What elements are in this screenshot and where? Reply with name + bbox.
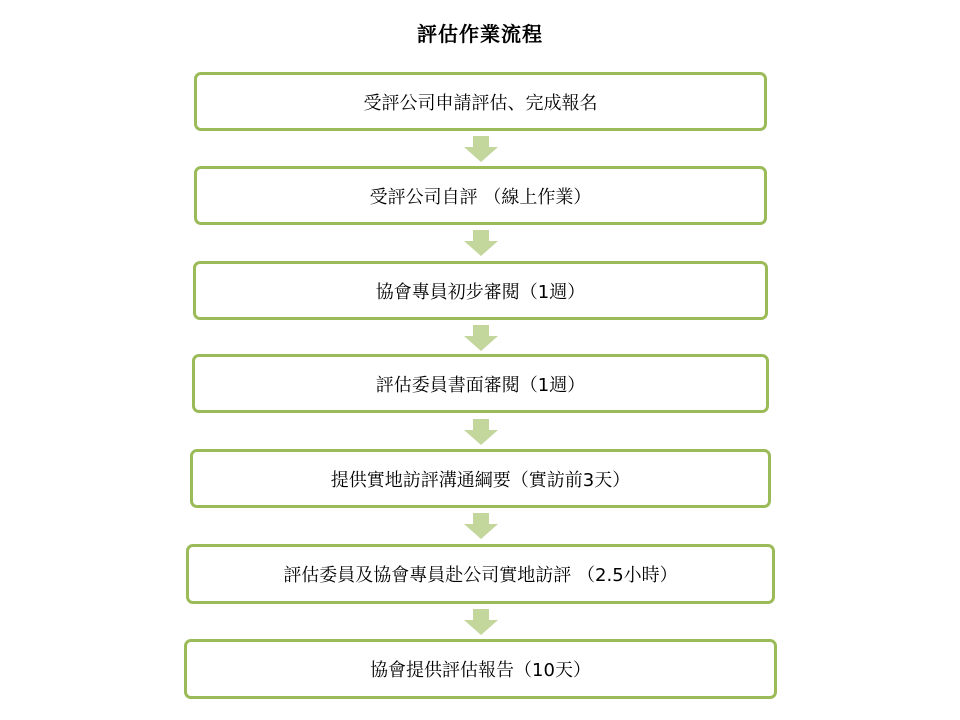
flow-step-1: 受評公司申請評估、完成報名 bbox=[194, 72, 767, 131]
flow-step-2: 受評公司自評 （線上作業） bbox=[194, 166, 767, 225]
flow-step-7: 協會提供評估報告（10天） bbox=[184, 639, 777, 699]
down-arrow-icon bbox=[464, 136, 498, 162]
down-arrow-icon bbox=[464, 325, 498, 351]
down-arrow-icon bbox=[464, 419, 498, 445]
flow-step-4: 評估委員書面審閱（1週） bbox=[192, 354, 769, 413]
flow-step-6: 評估委員及協會專員赴公司實地訪評 （2.5小時） bbox=[186, 544, 775, 604]
flow-step-3: 協會專員初步審閱（1週） bbox=[193, 261, 768, 320]
diagram-title: 評估作業流程 bbox=[417, 22, 543, 46]
flow-step-5: 提供實地訪評溝通綱要（實訪前3天） bbox=[190, 449, 771, 508]
down-arrow-icon bbox=[464, 513, 498, 539]
down-arrow-icon bbox=[464, 230, 498, 256]
down-arrow-icon bbox=[464, 609, 498, 635]
